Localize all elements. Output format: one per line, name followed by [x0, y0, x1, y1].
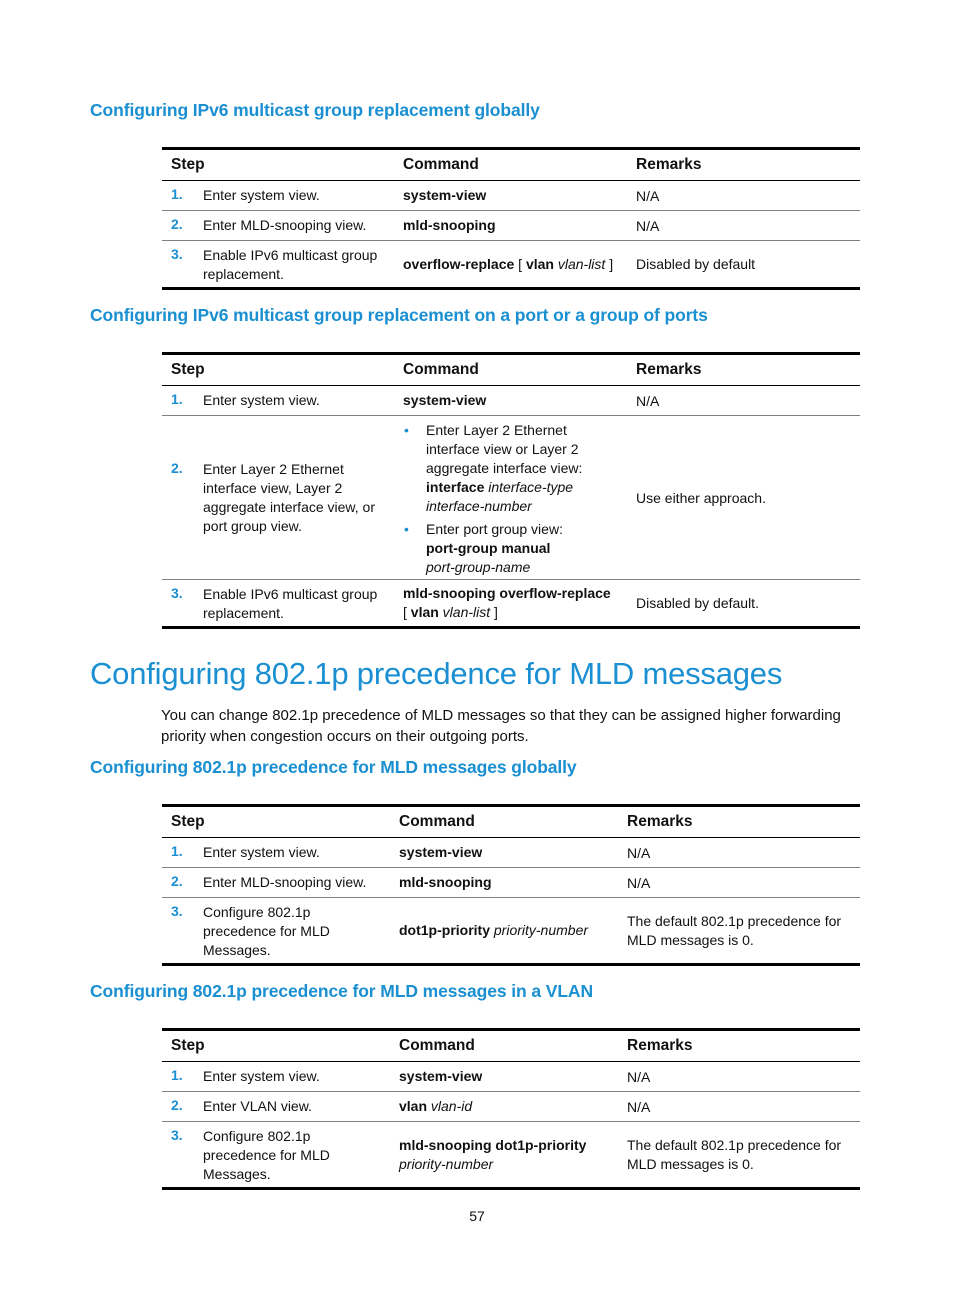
command-text: mld-snooping — [403, 217, 496, 233]
table-row — [162, 386, 860, 415]
step-number: 1. — [171, 391, 183, 407]
step-text: Configure 802.1p precedence for MLD Messages. — [203, 1128, 330, 1182]
table-row — [162, 1062, 860, 1091]
step-number: 3. — [171, 246, 183, 262]
step-number: 2. — [171, 216, 183, 232]
chapter-title: Configuring 802.1p precedence for MLD messages — [90, 656, 783, 691]
command-text: system-view — [403, 187, 487, 203]
step-text: Enter VLAN view. — [203, 1098, 312, 1114]
remarks-text: N/A — [636, 392, 660, 409]
table-row — [162, 838, 860, 867]
table-replacement-globally — [162, 147, 860, 290]
table-dot1p-vlan — [162, 1028, 860, 1190]
command-options-list — [403, 421, 617, 581]
header-command: Command — [399, 1037, 475, 1054]
command-text: system-view — [399, 1068, 483, 1084]
table-row — [162, 579, 860, 626]
table-row — [162, 1091, 860, 1121]
command-text: mld-snooping — [399, 874, 492, 890]
header-remarks: Remarks — [636, 156, 702, 173]
header-command: Command — [399, 813, 475, 830]
table-header — [162, 807, 860, 838]
section-heading-dot1p-globally: Configuring 802.1p precedence for MLD messages globally — [90, 757, 577, 777]
step-number: 3. — [171, 585, 183, 601]
page-number: 57 — [469, 1208, 485, 1224]
remarks-text: N/A — [636, 187, 660, 204]
command-text: vlan vlan-id — [399, 1098, 473, 1114]
step-text: Enter Layer 2 Ethernet interface view, Layer 2 aggregate interface view, or port group view. — [203, 460, 375, 534]
command-text: overflow-replace [ vlan vlan-list ] — [403, 255, 614, 272]
table-header — [162, 355, 860, 386]
command-option-port-group: • Enter port group view: port-group manual port-group-name — [403, 520, 617, 577]
header-remarks: Remarks — [627, 1037, 693, 1054]
table-row — [162, 415, 860, 579]
step-text: Enter MLD-snooping view. — [203, 217, 367, 233]
step-number: 3. — [171, 1127, 183, 1143]
remarks-text: N/A — [627, 1098, 651, 1115]
step-number: 2. — [171, 459, 183, 476]
table-row — [162, 1121, 860, 1187]
section-heading-dot1p-vlan: Configuring 802.1p precedence for MLD messages in a VLAN — [90, 981, 593, 1001]
remarks-text: The default 802.1p precedence for MLD messages is 0. — [627, 1136, 842, 1172]
table-row — [162, 897, 860, 963]
step-number: 3. — [171, 903, 183, 919]
section-heading-replacement-globally: Configuring IPv6 multicast group replacement globally — [90, 100, 540, 120]
header-step: Step — [171, 361, 205, 378]
command-text: mld-snooping overflow-replace [ vlan vlan-list ] — [403, 585, 611, 620]
header-step: Step — [171, 813, 205, 830]
command-option-interface: • Enter Layer 2 Ethernet interface view or Layer 2 aggregate interface view: interface interface-type interface-number — [403, 421, 617, 516]
step-number: 1. — [171, 186, 183, 202]
command-text: system-view — [403, 392, 487, 408]
step-number: 2. — [171, 1097, 183, 1113]
header-remarks: Remarks — [627, 813, 693, 830]
step-text: Enter system view. — [203, 844, 320, 860]
command-text: dot1p-priority priority-number — [399, 922, 589, 938]
command-text: system-view — [399, 844, 483, 860]
header-command: Command — [403, 156, 479, 173]
step-text: Enter system view. — [203, 392, 320, 408]
section-heading-replacement-port: Configuring IPv6 multicast group replacement on a port or a group of ports — [90, 305, 708, 325]
step-text: Configure 802.1p precedence for MLD Messages. — [203, 904, 330, 958]
table-replacement-port — [162, 352, 860, 629]
remarks-text: N/A — [627, 844, 651, 861]
remarks-text: Use either approach. — [636, 489, 766, 506]
step-number: 2. — [171, 873, 183, 889]
step-number: 1. — [171, 843, 183, 859]
table-row — [162, 181, 860, 210]
remarks-text: N/A — [627, 1068, 651, 1085]
table-row — [162, 240, 860, 287]
remarks-text: Disabled by default — [636, 256, 756, 272]
intro-paragraph: You can change 802.1p precedence of MLD messages so that they can be assigned higher forwarding priority when congestion occurs on their outgoing ports. — [161, 707, 841, 745]
remarks-text: N/A — [627, 874, 651, 891]
step-text: Enter system view. — [203, 187, 320, 203]
table-header — [162, 150, 860, 181]
header-step: Step — [171, 156, 205, 173]
remarks-text: N/A — [636, 217, 660, 234]
header-command: Command — [403, 361, 479, 378]
step-text: Enable IPv6 multicast group replacement. — [203, 586, 378, 621]
table-header — [162, 1031, 860, 1062]
remarks-text: Disabled by default. — [636, 595, 759, 611]
step-number: 1. — [171, 1067, 183, 1083]
table-dot1p-globally — [162, 804, 860, 966]
step-text: Enable IPv6 multicast group replacement. — [203, 247, 378, 282]
table-row — [162, 210, 860, 240]
header-remarks: Remarks — [636, 361, 702, 378]
step-text: Enter MLD-snooping view. — [203, 874, 367, 890]
step-text: Enter system view. — [203, 1068, 320, 1084]
remarks-text: The default 802.1p precedence for MLD messages is 0. — [627, 912, 842, 948]
header-step: Step — [171, 1037, 205, 1054]
table-row — [162, 867, 860, 897]
command-text: mld-snooping dot1p-priority priority-number — [399, 1136, 587, 1172]
